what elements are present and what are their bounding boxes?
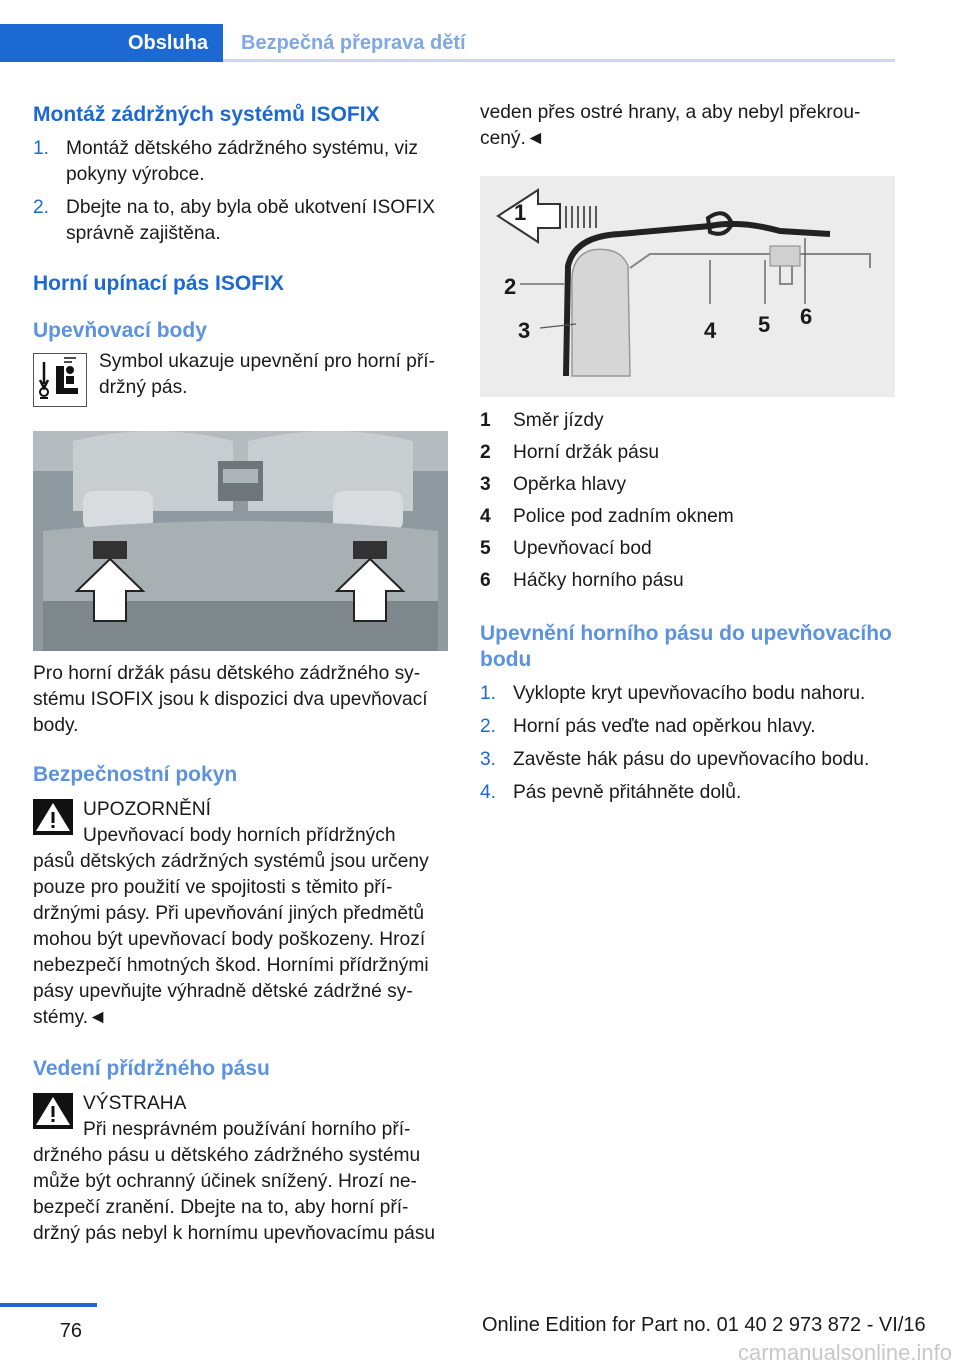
step-text: Horní pás veďte nad opěrkou hlavy. [513,716,816,737]
warning-block-2 [33,1091,449,1247]
diagram-label-1: 1 [514,200,527,225]
attach-steps [480,681,895,806]
page-number: 76 [59,1320,82,1342]
legend-text: Police pod zadním oknem [513,506,734,527]
continuation-text: veden přes ostré hrany, a aby nebyl překrou‐cený.◄ [480,102,861,149]
step-number: 2. [33,197,50,218]
warning-label: UPOZORNĚNÍ [83,799,211,820]
legend-text: Směr jízdy [513,410,604,431]
step-number: 3. [480,749,497,770]
list-item [480,437,895,469]
diagram-label-4: 4 [704,318,717,343]
list-item [33,195,449,247]
diagram-label-6: 6 [800,304,813,329]
list-item [480,780,895,806]
tether-diagram [480,176,895,397]
legend-number: 6 [480,570,491,591]
step-text: Vyklopte kryt upevňovacího bodu nahoru. [513,683,866,704]
warning-text: držného pásu u dětského zádržného systému může být ochranný účinek snížený. Hrozí ne‐bezpečí zranění. Dbejte na to, aby horní pří‐držný pás nebyl k hornímu upevňovacímu pásu [33,1145,436,1244]
warning-label: VÝSTRAHA [83,1093,187,1114]
legend-number: 1 [480,410,491,431]
child-seat-anchor-icon [33,353,87,407]
step-text: Pás pevně přitáhněte dolů. [513,782,742,803]
warning-triangle-icon [33,799,73,835]
list-item [480,681,895,707]
header [0,0,895,62]
warning-triangle-icon [33,1093,73,1129]
list-item [480,469,895,501]
step-text: Montáž dětského zádržného systému, viz pokyny výrobce. [66,138,418,185]
heading-top-tether: Horní upínací pás ISOFIX [33,272,284,295]
warning-text-first-line: Při nesprávném používání horního pří‐ [83,1119,411,1140]
tab-child-safety[interactable]: Bezpečná přeprava dětí [223,24,895,62]
diagram-label-5: 5 [758,312,771,337]
list-item [480,501,895,533]
heading-belt-routing: Vedení přídržného pásu [33,1057,270,1080]
list-item [480,533,895,565]
footer-accent-line [0,1303,97,1307]
heading-attach-tether: Upevnění horního pásu do upevňovacího bodu [480,622,892,671]
list-item [33,136,449,188]
tab-obsluha[interactable]: Obsluha [0,24,223,62]
list-item [480,405,895,437]
legend-number: 5 [480,538,491,559]
watermark: carmanualsonline.info [737,1340,952,1362]
left-column [33,100,449,1247]
legend-number: 4 [480,506,491,527]
step-text: Dbejte na to, aby byla obě ukotvení ISOFIX správně zajištěna. [66,197,436,244]
warning-text-first-line: Upevňovací body horních přídržných [83,825,396,846]
list-item [480,714,895,740]
legend-text: Horní držák pásu [513,442,660,463]
symbol-row [33,349,449,411]
right-column [480,100,895,813]
legend-text: Opěrka hlavy [513,474,627,495]
legend-text: Upevňovací bod [513,538,652,559]
heading-anchor-points: Upevňovací body [33,319,207,342]
diagram-label-2: 2 [504,274,517,299]
heading-safety-note: Bezpečnostní pokyn [33,763,238,786]
step-text: Zavěste hák pásu do upevňovacího bodu. [513,749,870,770]
heading-isofix-mounting: Montáž zádržných systémů ISOFIX [33,103,380,126]
warning-text: pásů dětských zádržných systémů jsou určeny pouze pro použití ve spojitosti s těmito pří‐držnými pásy. Při upevňování jiných předmětů mohou být upevňovací body poškozeny. Hrozí nebezpečí hmotných škod. Horními přídržnými pásy upevňujte výhradně dětské zádržné sy‐stémy.◄ [33,851,429,1028]
legend-number: 3 [480,474,491,495]
rear-seat-photo [33,431,448,651]
step-number: 1. [33,138,50,159]
legend-text: Háčky horního pásu [513,570,684,591]
legend-number: 2 [480,442,491,463]
step-number: 1. [480,683,497,704]
step-number: 2. [480,716,497,737]
symbol-description: Symbol ukazuje upevnění pro horní pří‐držný pás. [99,351,435,398]
diagram-label-3: 3 [518,318,531,343]
diagram-legend [480,405,895,597]
list-item [480,747,895,773]
step-number: 4. [480,782,497,803]
isofix-steps [33,136,449,247]
photo-caption: Pro horní držák pásu dětského zádržného sy‐stému ISOFIX jsou k dispozici dva upevňovací body. [33,663,428,736]
warning-block-1 [33,797,449,1031]
footer-edition: Online Edition for Part no. 01 40 2 973 872 - VI/16 [482,1314,926,1336]
list-item [480,565,895,597]
